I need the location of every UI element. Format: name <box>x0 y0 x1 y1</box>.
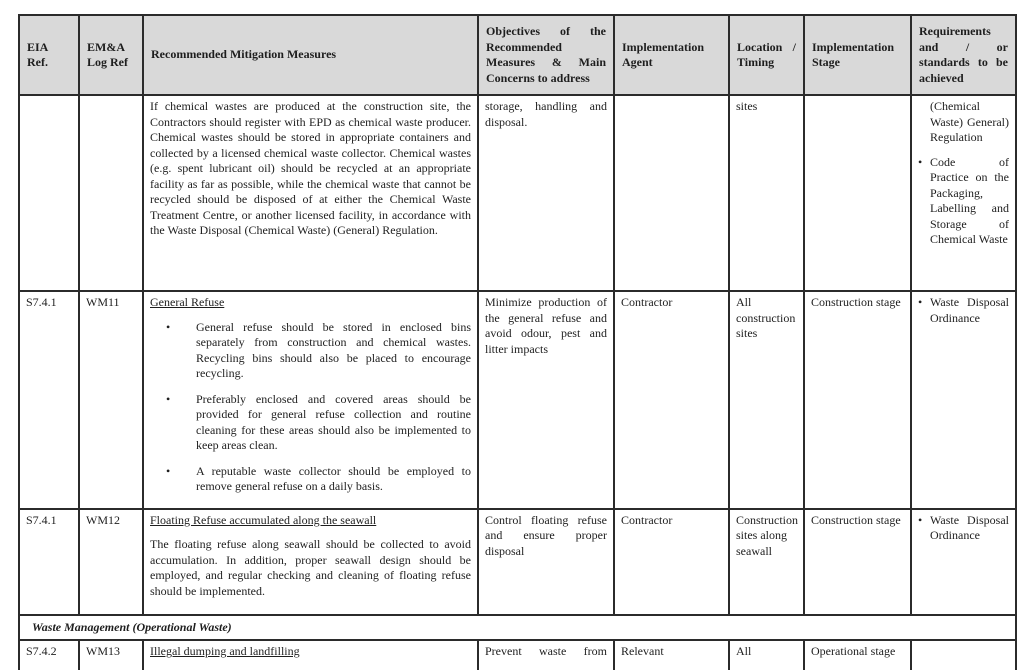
cell-agent: Contractor <box>614 509 729 615</box>
requirement-text: Code of Practice on the Packaging, Labelling and Storage of Chemical Waste <box>930 154 1009 246</box>
requirement-text: Waste Disposal Ordinance <box>930 512 1009 542</box>
requirement-item <box>918 155 1009 248</box>
requirement-item <box>918 99 1009 146</box>
cell-log-ref <box>79 95 143 291</box>
cell-measures <box>143 95 478 291</box>
cell-objectives: Prevent waste from <box>478 640 614 670</box>
measure-paragraph: If chemical wastes are produced at the construction site, the Contractors should register with EPD as chemical waste producer. Chemical wastes should be stored in appropriate containers and collected by a licensed chemical waste collector. Chemical wastes (e.g. spent lubricant oil) should be recycled at an appropriate facility as far as possible, while the chemical waste that cannot be recycled should be disposed of at either the Chemical Waste Treatment Centre, or another licensed facility, in accordance with the Waste Disposal (Chemical Waste) (General) Regulation. <box>150 99 471 237</box>
table-header-row <box>19 15 1016 95</box>
cell-measures <box>143 291 478 509</box>
table-row <box>19 291 1016 509</box>
header-cell-objectives: Objectives of the Recommended Measures & Main Concerns to address <box>478 15 614 95</box>
bullet-icon: • <box>918 154 923 169</box>
cell-requirements <box>911 509 1016 615</box>
header-cell-agent: Implementation Agent <box>614 15 729 95</box>
measure-bullet <box>166 320 471 382</box>
measure-bullet-text: General refuse should be stored in enclosed bins separately from construction and chemical wastes. Recycling bins should also be placed to encourage recycling. <box>196 319 471 380</box>
header-cell-stage: Implementation Stage <box>804 15 911 95</box>
requirement-text: (Chemical Waste) General) Regulation <box>930 99 1009 144</box>
table-row <box>19 95 1016 291</box>
cell-requirements <box>911 640 1016 670</box>
section-title: Waste Management (Operational Waste) <box>19 615 1016 641</box>
header-cell-requirements: Requirements and / or standards to be achieved <box>911 15 1016 95</box>
cell-objectives: storage, handling and disposal. <box>478 95 614 291</box>
cell-stage: Operational stage <box>804 640 911 670</box>
bullet-icon: • <box>918 295 923 309</box>
cell-objectives: Control floating refuse and ensure proper disposal <box>478 509 614 615</box>
cell-eia-ref: S7.4.2 <box>19 640 79 670</box>
cell-location: Construction sites along seawall <box>729 509 804 615</box>
cell-location: sites <box>729 95 804 291</box>
cell-location: All <box>729 640 804 670</box>
header-cell-measures: Recommended Mitigation Measures <box>143 15 478 95</box>
measure-bullet <box>166 464 471 495</box>
requirement-item <box>918 513 1009 544</box>
section-row <box>19 615 1016 641</box>
cell-eia-ref <box>19 95 79 291</box>
cell-log-ref: WM13 <box>79 640 143 670</box>
header-cell-eia-ref: EIA Ref. <box>19 15 79 95</box>
cell-stage: Construction stage <box>804 291 911 509</box>
table-row <box>19 640 1016 670</box>
cell-agent: Relevant <box>614 640 729 670</box>
cell-eia-ref: S7.4.1 <box>19 509 79 615</box>
cell-stage: Construction stage <box>804 509 911 615</box>
requirement-item <box>918 295 1009 326</box>
cell-log-ref: WM11 <box>79 291 143 509</box>
bullet-placeholder <box>918 99 930 146</box>
cell-objectives: Minimize production of the general refuse and avoid odour, pest and litter impacts <box>478 291 614 509</box>
measure-bullet <box>166 392 471 454</box>
cell-requirements <box>911 95 1016 291</box>
bullet-icon: • <box>166 319 171 334</box>
bullet-icon: • <box>918 512 923 527</box>
header-cell-log-ref: EM&A Log Ref <box>79 15 143 95</box>
cell-agent <box>614 95 729 291</box>
cell-eia-ref: S7.4.1 <box>19 291 79 509</box>
cell-stage <box>804 95 911 291</box>
table-row <box>19 509 1016 615</box>
cell-location: All construction sites <box>729 291 804 509</box>
measure-bullet-text: Preferably enclosed and covered areas should be provided for general refuse collection and routine cleaning for these areas should also be implemented to keep areas clean. <box>196 391 471 452</box>
measure-title: Illegal dumping and landfilling <box>150 644 300 658</box>
measure-bullet-text: A reputable waste collector should be employed to remove general refuse on a daily basis. <box>196 463 471 493</box>
bullet-icon: • <box>166 463 171 478</box>
cell-log-ref: WM12 <box>79 509 143 615</box>
measure-title: Floating Refuse accumulated along the seawall <box>150 512 377 527</box>
cell-measures <box>143 640 478 670</box>
cell-measures <box>143 509 478 615</box>
bullet-icon: • <box>166 391 171 406</box>
header-cell-location: Location / Timing <box>729 15 804 95</box>
cell-agent: Contractor <box>614 291 729 509</box>
requirement-text: Waste Disposal Ordinance <box>930 295 1009 325</box>
measure-paragraph: The floating refuse along seawall should be collected to avoid accumulation. In addition, proper seawall design should be employed, and regular checking and cleaning of floating refuse should be implemented. <box>150 537 471 598</box>
cell-requirements <box>911 291 1016 509</box>
measure-title: General Refuse <box>150 295 225 309</box>
mitigation-table <box>18 14 1017 670</box>
